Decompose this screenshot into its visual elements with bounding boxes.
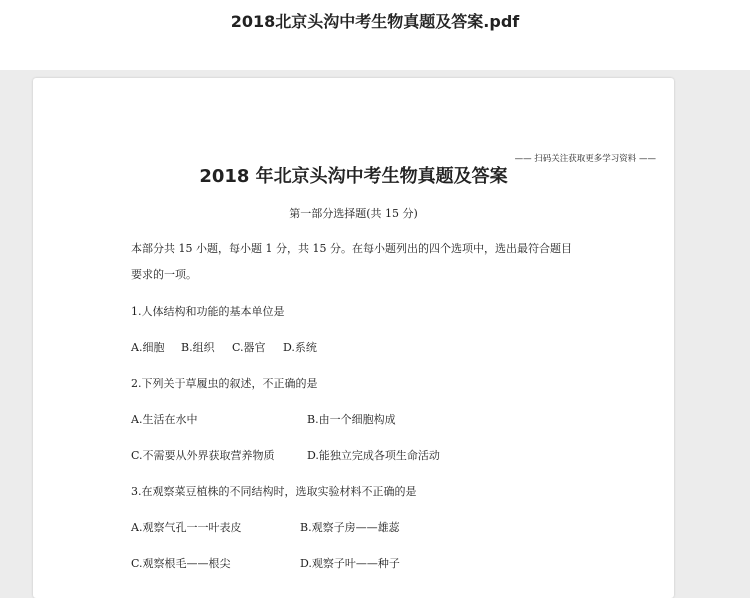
q2-option-c: C.不需要从外界获取营养物质 (131, 449, 275, 462)
intro-text-line-1: 本部分共 15 小题，每小题 1 分，共 15 分。在每小题列出的四个选项中，选出最符合题目 (131, 242, 572, 255)
pdf-page (33, 78, 674, 598)
q3-option-d: D.观察子叶——种子 (300, 557, 400, 570)
document-title: 2018 年北京头沟中考生物真题及答案 (199, 166, 508, 187)
q3-option-b: B.观察子房——雄蕊 (300, 521, 400, 534)
q1-option-b: B.组织 (181, 341, 215, 354)
question-3-stem: 3.在观察菜豆植株的不同结构时，选取实验材料不正确的是 (131, 485, 417, 498)
q3-option-a: A.观察气孔一一叶表皮 (131, 521, 242, 534)
viewer-header (0, 0, 750, 70)
question-2-stem: 2.下列关于草履虫的叙述，不正确的是 (131, 377, 318, 390)
question-1-stem: 1.人体结构和功能的基本单位是 (131, 305, 285, 318)
q2-option-b: B.由一个细胞构成 (307, 413, 396, 426)
file-title: 2018北京头沟中考生物真题及答案.pdf (230, 12, 520, 31)
section-heading: 第一部分选择题(共 15 分) (289, 207, 418, 220)
q2-option-d: D.能独立完成各项生命活动 (307, 449, 440, 462)
q2-option-a: A.生活在水中 (131, 413, 198, 426)
q1-option-d: D.系统 (283, 341, 317, 354)
q3-option-c: C.观察根毛——根尖 (131, 557, 231, 570)
q1-option-a: A.细胞 (131, 341, 165, 354)
q1-option-c: C.器官 (232, 341, 266, 354)
intro-text-line-2: 要求的一项。 (131, 268, 197, 281)
watermark-text: —— 扫码关注获取更多学习资料 —— (514, 154, 656, 164)
